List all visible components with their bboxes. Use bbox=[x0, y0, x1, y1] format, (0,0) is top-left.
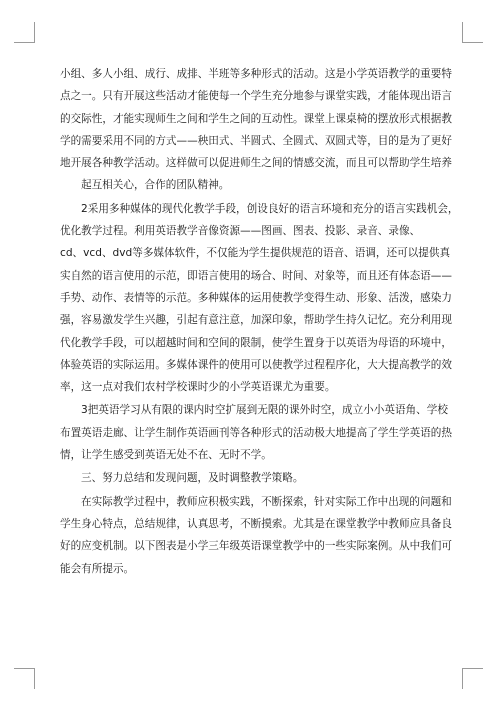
text-line: 代化教学手段，可以超越时间和空间的限制，使学生置身于以英语为母语的环境中， bbox=[60, 336, 452, 349]
text-line: 在实际教学过程中，教师应积极实践，不断探索，针对实际工作中出现的问题和 bbox=[81, 495, 452, 508]
text-line: 3把英语学习从有限的课内时空扩展到无限的课外时空，成立小小英语角、学校 bbox=[81, 404, 448, 417]
text-line: 实自然的语言使用的示范，即语言使用的场合、时间、对象等，而且还有体态语—— bbox=[60, 269, 452, 282]
text-line: cd、vcd、dvd等多媒体软件，不仅能为学生提供规范的语音、语调，还可以提供真 bbox=[60, 247, 451, 260]
text-line: 小组、多人小组、成行、成排、半班等多种形式的活动。这是小学英语教学的重要特 bbox=[60, 68, 452, 80]
text-line: 体验英语的实际运用。多媒体课件的使用可以使教学过程程序化，大大提高教学的效 bbox=[60, 358, 452, 371]
text-line: 强，容易激发学生兴趣，引起有意注意，加深印象，帮助学生持久记忆。充分利用现 bbox=[60, 314, 452, 327]
text-line: 布置英语走廊、让学生制作英语画刊等各种形式的活动极大地提高了学生学英语的热 bbox=[60, 426, 452, 439]
text-line: 优化教学过程。利用英语教学音像资源——图画、图表、投影、录音、录像、 bbox=[60, 225, 421, 238]
text-line: 能会有所提示。 bbox=[60, 562, 135, 575]
text-line: 好的应变机制。以下图表是小学三年级英语课堂教学中的一些实际案例。从中我们可 bbox=[60, 540, 452, 553]
text-line: 点之一。只有开展这些活动才能使每一个学生充分地参与课堂实践，才能体现出语言 bbox=[60, 90, 452, 103]
text-line: 手势、动作、表情等的示范。多种媒体的运用使教学变得生动、形象、活泼，感染力 bbox=[60, 291, 452, 304]
text-line: 起互相关心，合作的团队精神。 bbox=[81, 179, 230, 192]
section-heading: 三、努力总结和发现问题，及时调整教学策略。 bbox=[81, 472, 304, 485]
text-line: 学的需要采用不同的方式——秧田式、半圆式、全圆式、双圆式等，目的是为了更好 bbox=[60, 134, 452, 147]
crop-mark-bottom-left bbox=[14, 668, 35, 689]
text-line: 2采用多种媒体的现代化教学手段，创设良好的语言环境和充分的语言实践机会， bbox=[81, 202, 459, 215]
text-line: 情，让学生感受到英语无处不在、无时不学。 bbox=[60, 449, 272, 462]
text-line: 学生身心特点，总结规律，认真思考，不断摸索。尤其是在课堂教学中教师应具备良 bbox=[60, 517, 452, 530]
text-line: 的交际性，才能实现师生之间和学生之间的互动性。课堂上课桌椅的摆放形式根据教 bbox=[60, 112, 452, 125]
crop-mark-bottom-right bbox=[462, 668, 483, 689]
crop-mark-top-right bbox=[462, 22, 483, 43]
text-line: 地开展各种教学活动。这样做可以促进师生之间的情感交流，而且可以帮助学生培养 bbox=[60, 157, 452, 170]
text-line: 率，这一点对我们农村学校课时少的小学英语课尤为重要。 bbox=[60, 381, 336, 394]
crop-mark-top-left bbox=[14, 22, 35, 43]
document-body bbox=[60, 63, 459, 580]
